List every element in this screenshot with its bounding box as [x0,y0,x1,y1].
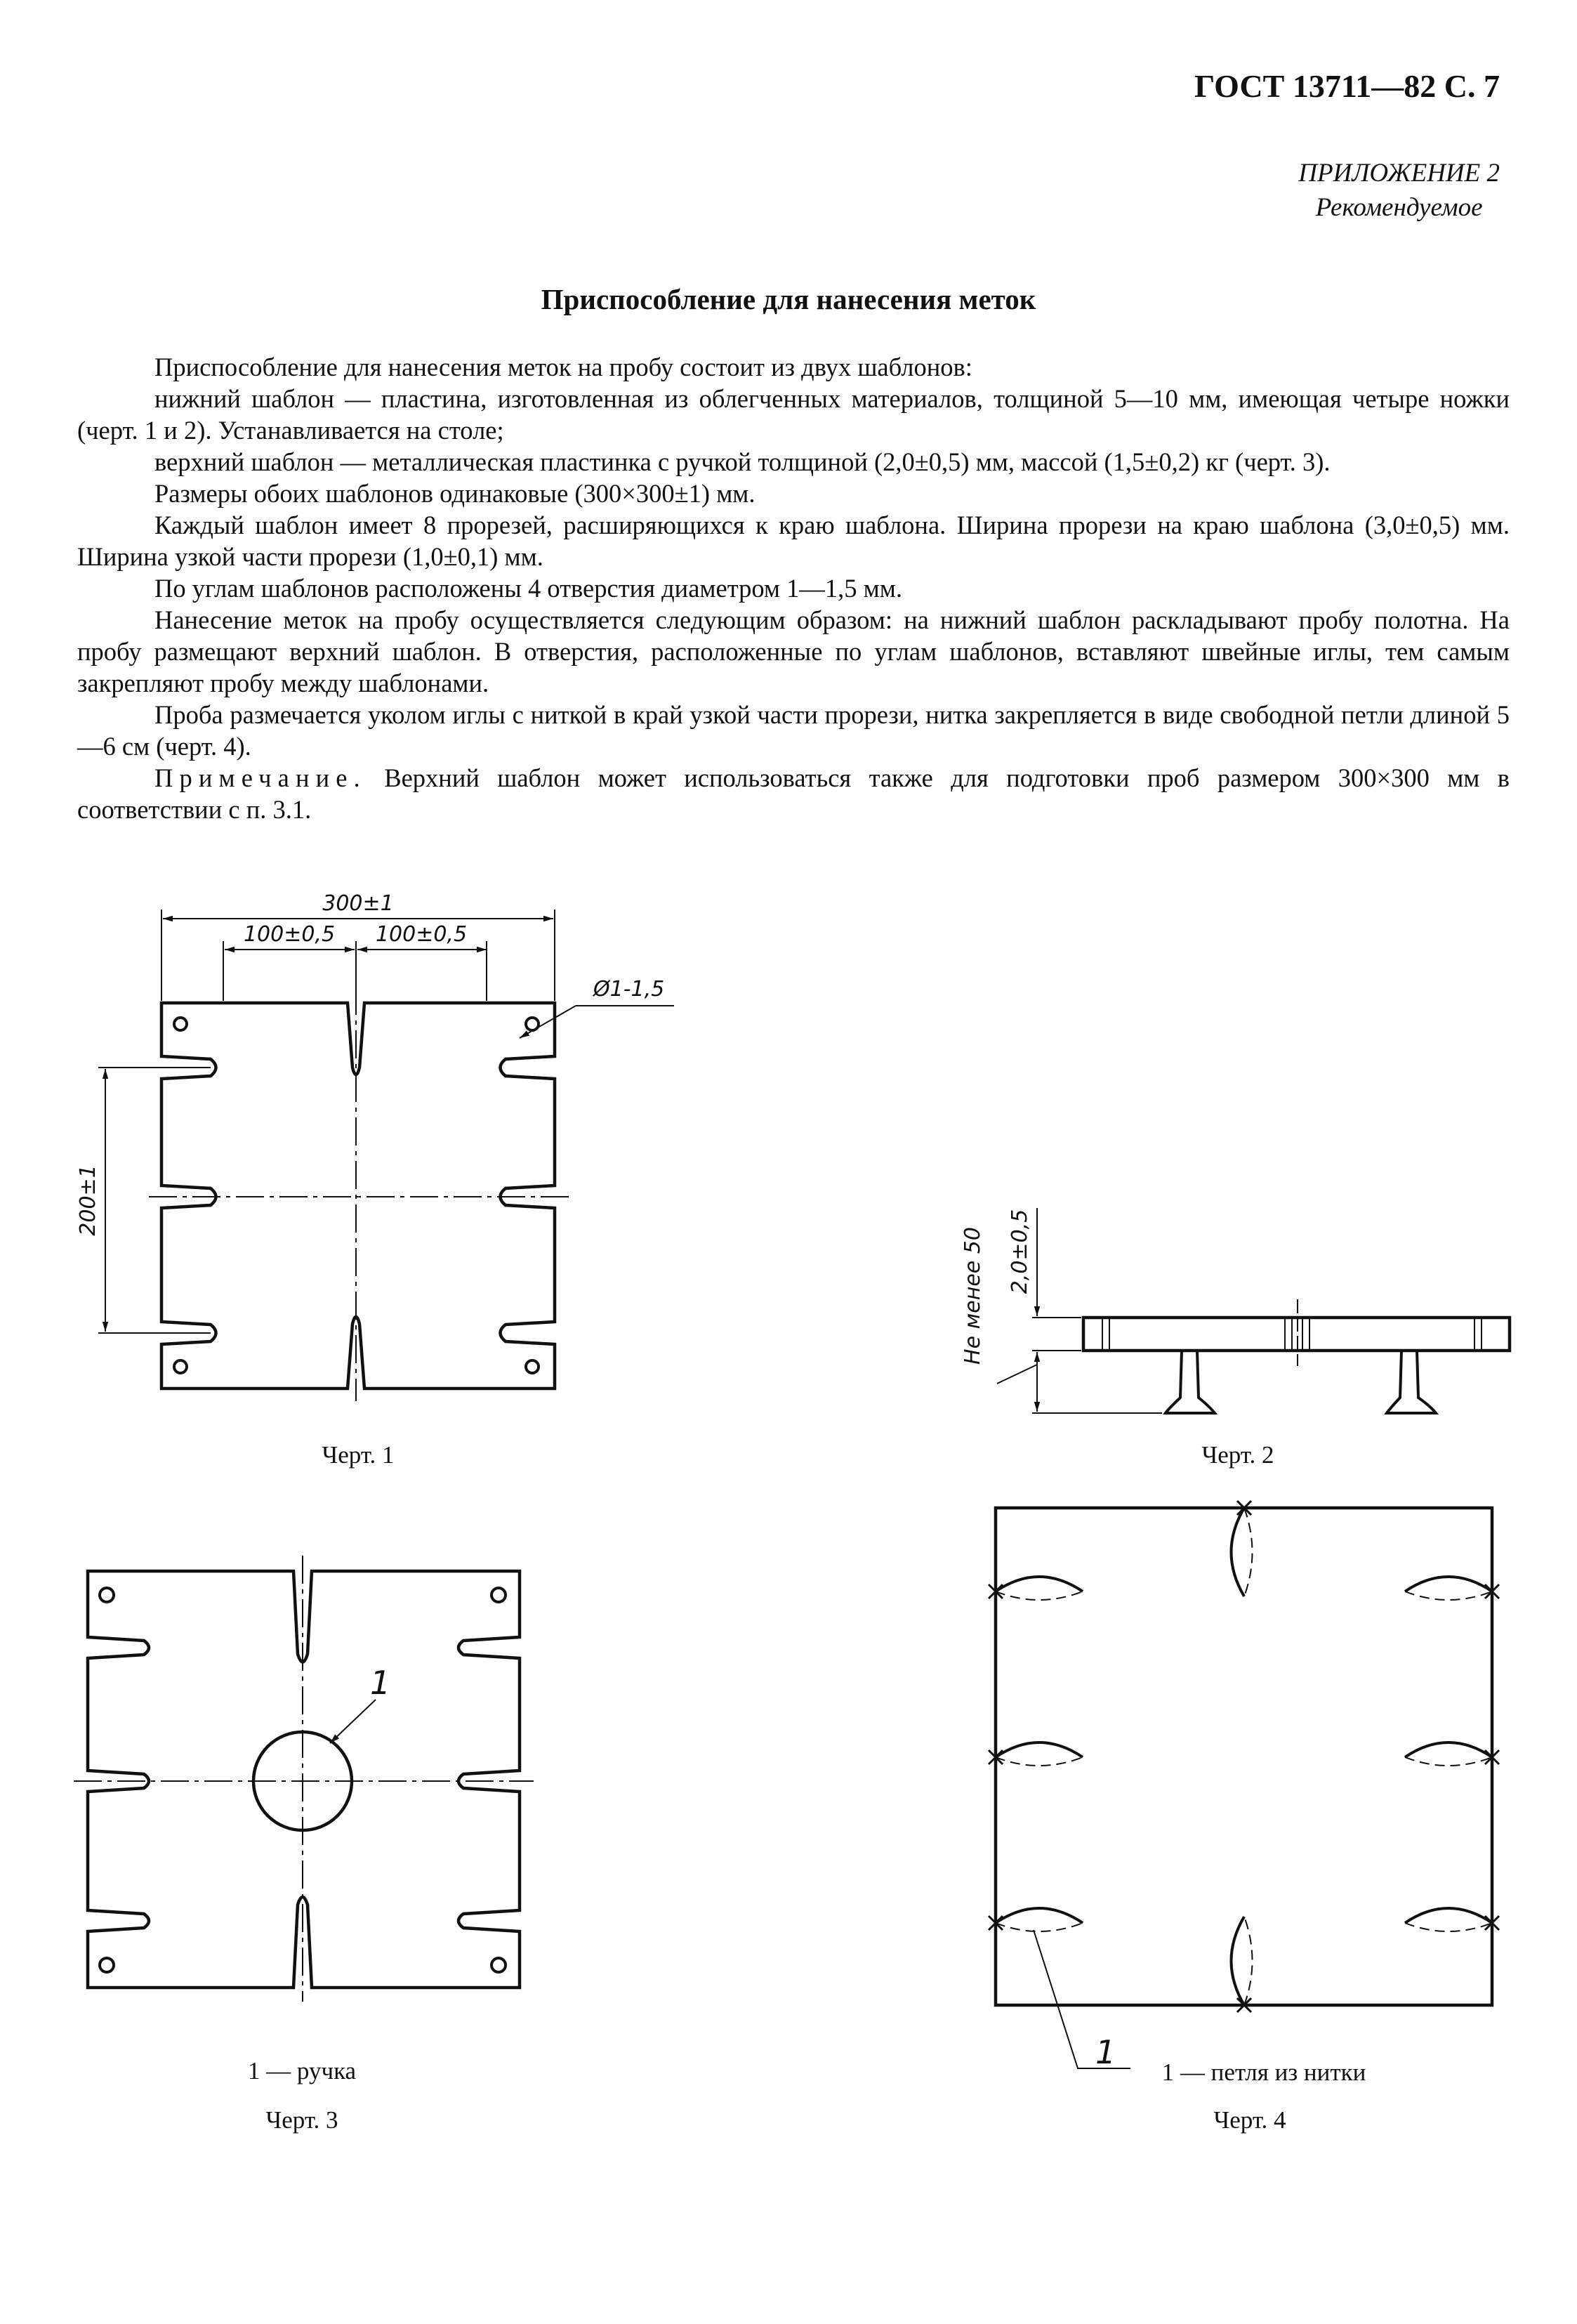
figure-3 [74,1556,534,2002]
corner-hole [174,1360,187,1373]
callout-number: 1 [370,1664,391,1702]
leader-line [330,1700,376,1743]
paragraph: нижний шаблон — пластина, изготовленная из облегченных материалов, толщиной 5—10 мм, имеющая четыре ножки (черт. 1 и 2). Устанавливается на столе; [77,384,1510,445]
figure-3-legend: 1 — ручка [247,2057,357,2085]
dim-hole-label: Ø1-1,5 [593,977,665,1002]
appendix-label: ПРИЛОЖЕНИЕ 2 [1298,159,1500,188]
section-title: Приспособление для нанесения меток [541,283,1036,315]
paragraph: верхний шаблон — металлическая пластинка с ручкой толщиной (2,0±0,5) мм, массой (1,5±0,2) кг (черт. 3). [154,447,1331,476]
thread-loop [1232,1917,1253,2012]
paragraph: Приспособление для нанесения меток на пробу состоит из двух шаблонов: [154,353,972,381]
corner-hole [100,1958,114,1972]
leader-line [1034,1930,1130,2068]
dim-thickness-label: 2,0±0,5 [1008,1209,1032,1294]
thread-loop [1405,1577,1499,1600]
dim-total-label: 300±1 [322,891,394,916]
thread-loop [1232,1501,1253,1596]
callout-number: 1 [1095,2033,1116,2071]
thread-loop [989,1577,1083,1600]
thread-loop [1405,1742,1499,1766]
template-outline [161,1003,555,1389]
figure-4-legend: 1 — петля из нитки [1161,2059,1366,2086]
figure-1-caption: Черт. 1 [322,1441,395,1469]
figure-3-caption: Черт. 3 [265,2106,338,2134]
figure-1 [98,910,674,1401]
leader-line [520,1006,576,1038]
figure-2-caption: Черт. 2 [1201,1441,1274,1469]
paragraph: Каждый шаблон имеет 8 прорезей, расширяющихся к краю шаблона. Ширина прорези на краю шаблона (3,0±0,5) мм. Ширина узкой части прорези (1,0±0,1) мм. [77,511,1510,571]
leg [1166,1351,1215,1413]
corner-hole [174,1018,187,1030]
thread-loop [989,1908,1083,1931]
plate-side-view [1083,1318,1510,1351]
corner-hole [100,1588,114,1602]
paragraph: Нанесение меток на пробу осуществляется следующим образом: на нижний шаблон раскладывают пробу полотна. На пробу размещают верхний шаблон. В отверстия, расположенные по углам шаблонов, вставляют швейные иглы, тем самым закрепляют пробу между шаблонами. [77,605,1510,697]
corner-hole [491,1588,506,1602]
paragraph: Размеры обоих шаблонов одинаковые (300×300±1) мм. [154,479,755,508]
figure-2 [997,1208,1510,1413]
dim-right-label: 100±0,5 [375,922,468,947]
thread-loop [989,1742,1083,1766]
dim-min-label: Не менее 50 [961,1227,985,1365]
dim-height-label: 200±1 [76,1164,100,1236]
appendix-status: Рекомендуемое [1315,193,1483,223]
figure-4-caption: Черт. 4 [1213,2106,1286,2134]
note-text: Верхний шаблон может использоваться также для подготовки проб размером 300×300 мм в соответствии с п. 3.1. [77,763,1510,824]
leg [1387,1351,1436,1413]
paragraph: Проба размечается уколом иглы с ниткой в край узкой части прорези, нитка закрепляется в виде свободной петли длиной 5—6 см (черт. 4). [77,700,1510,761]
thread-loop [1405,1908,1499,1931]
template-outline [88,1571,520,1988]
paragraph: По углам шаблонов расположены 4 отверстия диаметром 1—1,5 мм. [154,574,902,603]
dim-left-label: 100±0,5 [243,922,336,947]
note-label: Примечание. [154,763,367,792]
figure-4 [989,1501,1499,2068]
corner-hole [491,1958,506,1972]
page-header: ГОСТ 13711—82 С. 7 [1194,68,1500,104]
sample-outline [996,1508,1492,2005]
corner-hole [526,1360,539,1373]
